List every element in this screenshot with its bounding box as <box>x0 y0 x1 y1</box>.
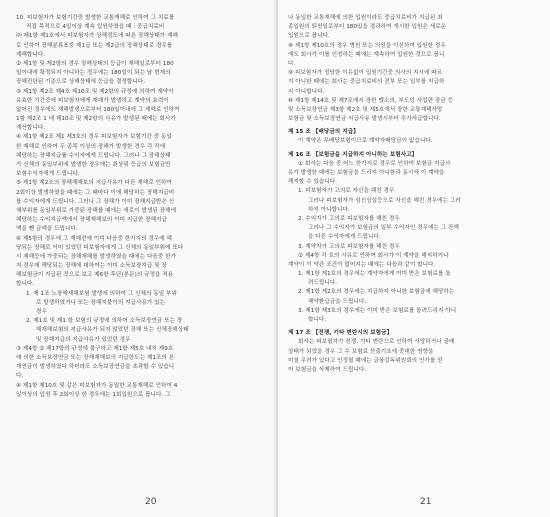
text-line: 해당하는 장해지급률 수익자에게 드립니다. 그러나 그 장해상태 <box>16 152 171 159</box>
left-page-body <box>16 14 270 400</box>
text-line: 합니다. <box>308 317 327 323</box>
text-line: 2. 제1항 제2호의 경우에는 지급하지 아니한 보험금에 해당하는 <box>298 289 455 296</box>
text-line: 및 장해지급의 지급사유가 있었던 경우 <box>36 336 131 343</box>
text-line: 장해진단된 기준으로 상해상태에 등급을 결정합니다. <box>16 79 146 86</box>
text-line: 일이상의 입원 후 2회이상 한 경우에는 1회입원으로 봅니다. 그 <box>16 391 171 398</box>
text-line: 회사는 피보험자가 전쟁, 기타 변란으로 인하여 사망하거나 골레 <box>298 339 455 346</box>
right-page-body <box>288 14 538 375</box>
right-page-number: 21 <box>420 497 432 507</box>
text-line: 10. 피보험자가 보험기간중 발생한 교통재해로 인하여 그 치료를 <box>16 15 175 21</box>
text-line: 재해합니다. <box>16 51 46 58</box>
text-line: 및 소득보장연금 제3항 제2호 및 제5호에서 장한 교통재해사망 <box>288 106 443 113</box>
text-line: 가 신체의 동일부위에 발생한 경우에는 최상위 등급의 보험금만 <box>16 162 171 168</box>
text-line: 계산합니다. <box>16 125 46 132</box>
text-line: 를 수익자에게 드립니다. 그러나 그 장해가 이미 장해지급받은 신 <box>16 198 175 205</box>
text-line: 경우 <box>36 309 47 315</box>
text-line: 유가 발생한 때에는 보험금을 드리지 아니함과 동시에 이 계약을 <box>288 170 445 176</box>
text-line: 지 아니한 때에는 회사는 중급치료비의 전부 또는 일부를 지급하 <box>288 79 445 86</box>
text-line: 입원으로 봅니다. <box>288 33 330 40</box>
text-line: 에도 회사가 이를 인정하는 때에는 계속하여 입원한 것으로 봅니 <box>288 51 445 58</box>
text-line: 재연금이 발생하였다 하더라도 소득보장연금을 초과할 수 있습니 <box>16 364 175 371</box>
text-line: 해보험금이 지급된 것으로 보고 제6항 후단(본문)의 규정을 적용 <box>16 272 174 279</box>
text-line: 계약이 이 약관 조건이 없어지는 때에는 다음과 같이 합니다. <box>288 261 436 268</box>
right-page <box>278 0 550 517</box>
text-line: 로 발생하였거나 또는 장해지불이의 지급사유가 있는 <box>36 299 166 306</box>
text-line: 합니다. <box>16 281 35 288</box>
text-line: 직접 목적으로 4일이상 계속 입원하였을 때 : 중급치료비 <box>26 24 165 31</box>
text-line: 해당하는 수익지급액에서 장해재해보의 이미 지급한 장해지급 <box>16 217 167 224</box>
text-line: 1. 피보험자가 고의로 자신을 해친 경우 <box>298 188 395 195</box>
text-line: 보험금 및 소득보장연금 지급사유 발생시부터 추가지급합니다. <box>288 116 441 123</box>
text-line: ⑥ 제5항의 경우에 그 재해전에 이미 다음중 한가지의 경우에 해 <box>16 235 173 242</box>
text-line: 액을 뺀 금액을 드립니다. <box>16 226 78 233</box>
text-line: ㈜ 제1항 제1호에서 피보험자가 상해정도에 따른 장해상태가 재해 <box>16 33 178 40</box>
article-heading: 제 16 조 【보험금을 지급하지 아니하는 보험사고】 <box>288 151 418 158</box>
text-line: 다. <box>16 373 24 380</box>
text-line: ② 제4항 각 호의 사유로 인하여 회사가 이 계약을 해지하거나 <box>298 252 449 259</box>
text-line: 지 아니합니다. <box>288 88 325 95</box>
text-line: 로 인하여 장해분류표중 제1급 또는 제2급의 장해상태로 경우를 <box>16 42 173 49</box>
text-line: 2. 수익자가 고의로 피보험자를 해친 경우 <box>298 215 400 222</box>
text-line: 하지 아니합니다. <box>308 206 350 213</box>
text-line: 해약환급금을 드립니다. <box>308 298 367 305</box>
text-line: 2회이상 발생하였을 때에는 그 때마다 이에 해당하는 장해지급비 <box>16 189 175 196</box>
text-line: 그러나 피보험자가 심신상실등으로 자신을 해친 경우에는 그러 <box>308 197 461 204</box>
text-line: ⑤ 제1항 제2조의 장해재해보의 지급사유가 다른 재해로 인하여 <box>16 180 172 187</box>
text-line: 려드립니다. <box>308 280 338 287</box>
text-line: ⑧ 제1항 제10호의 경우 병원 또는 의원을 이신하여 입원한 경우 <box>288 42 446 49</box>
text-line: ④ 제1항 제2조 제1 제3호의 경우 피보험자가 보험기간 중 동일 <box>16 134 172 141</box>
text-line: 어 보험금을 삭제하여 드립니다. <box>288 366 367 373</box>
text-line: 1. 제 1조 노장해재해보험 발생에 의하여 그 신체의 동일 부위 <box>26 290 177 297</box>
text-line: 상태가 되었을 경우 그 수 보험료 산출기초에 중대한 영향을 <box>288 348 434 355</box>
text-line: 해지할 수 있습니다. <box>288 179 338 186</box>
text-line: 을 다른 수익자에게 드립니다. <box>308 234 381 241</box>
text-line: 없어진 경우에도 재해발생으로부터 180일이내에 그 재해로 인하여 <box>16 106 180 113</box>
text-line: ⑨ 피보험자가 정당한 이유없이 입원기간중 의사의 지시에 따르 <box>288 70 443 77</box>
text-line: 이 계약은 무배당보험이므로 계약자배당금이 없습니다. <box>298 138 433 145</box>
text-line: 당되는 장해로 이미 있었던 피보험자에게 그 신체의 동일부위에 또다 <box>16 244 184 251</box>
text-line: 일이내에 확정되지 아니하는 경우에는 180일이 되는 날 현재의 <box>16 70 171 77</box>
text-line: 다. <box>288 60 296 67</box>
text-line: ⑩ 제1항 제14호 및 제7조에서 장한 벨소의, 부도잉 사업편 장금 등 <box>288 97 454 104</box>
text-line: 체부위를 동일부위로 가중된 장해를 때에는 새로이 발생된 장해에 <box>16 207 177 214</box>
text-line: 미칠 우려가 있다고 인정될 때에는 금융감독위원회의 인가를 얻 <box>288 357 443 364</box>
text-line: 보험수익자에게 드립니다. <box>16 171 80 178</box>
text-line: 1. 제1항 제1호의 경우에는 계약자에게 이미 받은 보험료를 돌 <box>298 271 451 278</box>
text-line: 에 의한 소득보장연금 또는 장해재해보의 지급한도는 제1조의 본 <box>16 354 175 361</box>
text-line: ③ 제1항 제2조 제4호 제10조 및 제2항의 규정에 의하여 계약이 <box>16 88 174 95</box>
text-line: 3. 계약자가 고의로 피보험자를 해친 경우 <box>298 243 400 250</box>
text-line: ③ 제4항 ② 제17항의 규정에 불구하고 제1항 제5호 내지 제9호 <box>16 345 174 352</box>
text-line: 1할 제2조 1 내 제10조 및 제2항의 사유가 발생된 때에는 회사가 <box>16 116 176 123</box>
text-line: 지 경우에 해당되는 장해에 대하여는 이미 소득보장지급 및 장 <box>16 263 167 270</box>
text-line: ② 제1항 및 제2항의 경우 장해상태의 등급이 재해일로부터 180 <box>16 60 174 67</box>
text-line: 해재해보험의 지급사유가 되지 않았던 장해 또는 신체장해상태 <box>36 327 189 334</box>
left-page-number: 20 <box>145 497 157 507</box>
text-line: 2. 제1호 및 제1 항 보험의 규정에 의하여 소득보장연금 또는 장 <box>26 318 183 325</box>
text-line: 유효한 기간중에 피보험자에게 재해가 발생하고 계약의 효력이 <box>16 97 169 104</box>
text-line: ① 회사는 다음 중 어느 한가지로 경우로 인하여 보험금 지급사 <box>298 160 451 167</box>
text-line: 종입원의 퇴원일로부터 180일을 경과하여 개시한 입원은 새로운 <box>288 24 447 31</box>
text-line: 한 재해로 인하여 두 종목 이상의 장해가 발생한 경우 각 각에 <box>16 143 166 150</box>
text-line: 3. 제1항 제3호의 경우에는 이미 받은 보험료를 돌려드리지 아니 <box>298 307 457 314</box>
text-line: 시 재해등에 가중되는 장해재해를 발생하였을 때에는 다음중 한가 <box>16 253 177 260</box>
text-line: 그러나 그 수익자가 보험금의 일부 수익자인 경우에는 그 잔액 <box>308 225 459 232</box>
article-heading: 제 15 조 【배당금의 지급】 <box>288 129 359 136</box>
text-line: 나 동일한 교통재해에 의한 입원이라도 중급치료비가 지급된 최 <box>288 15 443 21</box>
text-line: ④ 제1항 제10호 및 같은 피보험자가 동일한 교통재해로 인하여 4 <box>16 382 178 389</box>
article-heading: 제 17 조 【전쟁, 기타 변란시의 보험금】 <box>288 330 393 337</box>
